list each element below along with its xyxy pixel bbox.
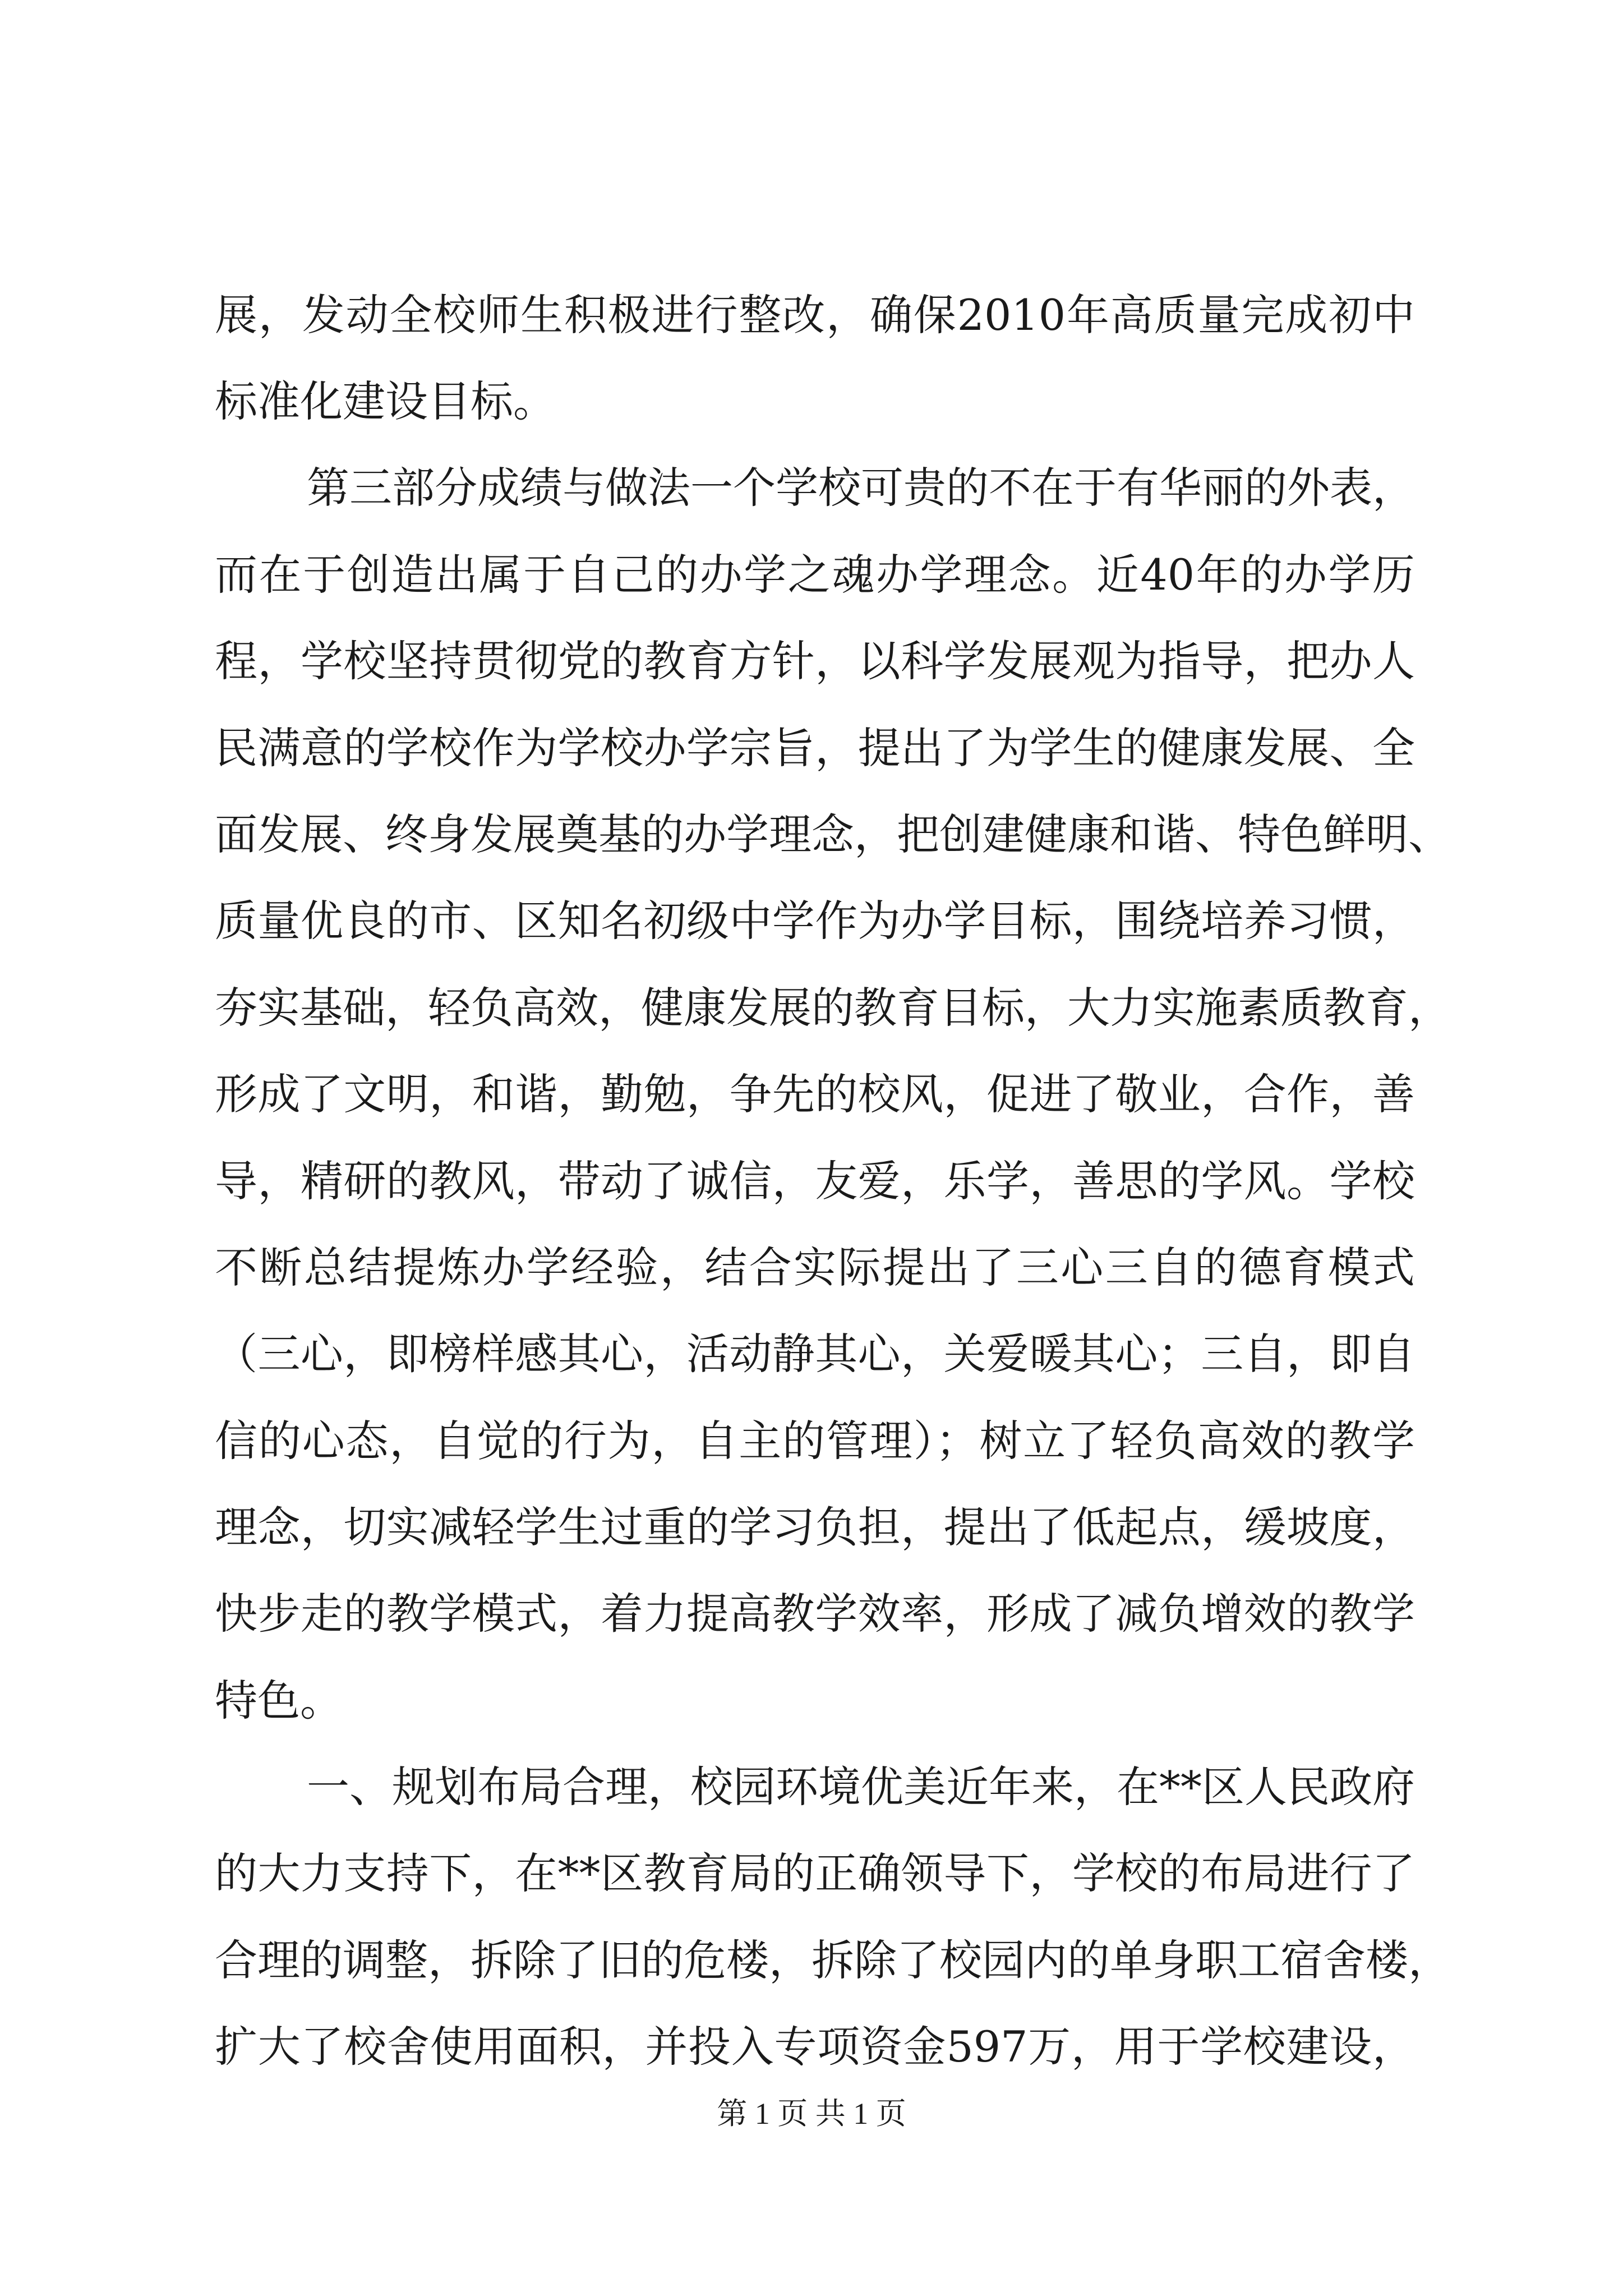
text-line-9: 夯实基础，轻负高效，健康发展的教育目标，大力实施素质教育， — [215, 983, 1451, 1033]
text-line-13: （三心，即榜样感其心，活动静其心，关爱暖其心；三自，即自 — [215, 1329, 1415, 1379]
text-line-15: 理念，切实减轻学生过重的学习负担，提出了低起点，缓坡度， — [215, 1502, 1415, 1552]
text-line-7: 面发展、终身发展奠基的办学理念，把创建健康和谐、特色鲜明、 — [215, 809, 1451, 859]
page-number-footer: 第 1 页 共 1 页 — [717, 2097, 906, 2131]
text-line-20: 合理的调整，拆除了旧的危楼，拆除了校园内的单身职工宿舍楼， — [215, 1935, 1451, 1985]
text-line-19: 的大力支持下，在**区教育局的正确领导下，学校的布局进行了 — [215, 1848, 1415, 1898]
text-line-5: 程，学校坚持贯彻党的教育方针，以科学发展观为指导，把办人 — [215, 636, 1415, 686]
text-line-16: 快步走的教学模式，着力提高教学效率，形成了减负增效的教学 — [215, 1589, 1415, 1639]
text-line-14: 信的心态，自觉的行为，自主的管理）；树立了轻负高效的教学 — [215, 1416, 1415, 1466]
text-line-3-paragraph-start: 第三部分成绩与做法一个学校可贵的不在于有华丽的外表， — [307, 463, 1415, 513]
text-line-12: 不断总结提炼办学经验，结合实际提出了三心三自的德育模式 — [215, 1243, 1415, 1292]
text-line-11: 导，精研的教风，带动了诚信，友爱，乐学，善思的学风。学校 — [215, 1156, 1415, 1206]
text-line-1: 展，发动全校师生积极进行整改，确保2010年高质量完成初中 — [215, 290, 1415, 340]
text-line-8: 质量优良的市、区知名初级中学作为办学目标，围绕培养习惯， — [215, 896, 1415, 946]
text-line-10: 形成了文明，和谐，勤勉，争先的校风，促进了敬业，合作，善 — [215, 1069, 1415, 1119]
text-line-21: 扩大了校舍使用面积，并投入专项资金597万，用于学校建设， — [215, 2022, 1415, 2072]
text-line-18-paragraph-start: 一、规划布局合理，校园环境优美近年来，在**区人民政府 — [307, 1762, 1415, 1812]
text-line-6: 民满意的学校作为学校办学宗旨，提出了为学生的健康发展、全 — [215, 723, 1415, 773]
text-line-4: 而在于创造出属于自己的办学之魂办学理念。近40年的办学历 — [215, 550, 1415, 600]
text-line-2: 标准化建设目标。 — [215, 376, 556, 426]
text-line-17: 特色。 — [215, 1676, 343, 1726]
